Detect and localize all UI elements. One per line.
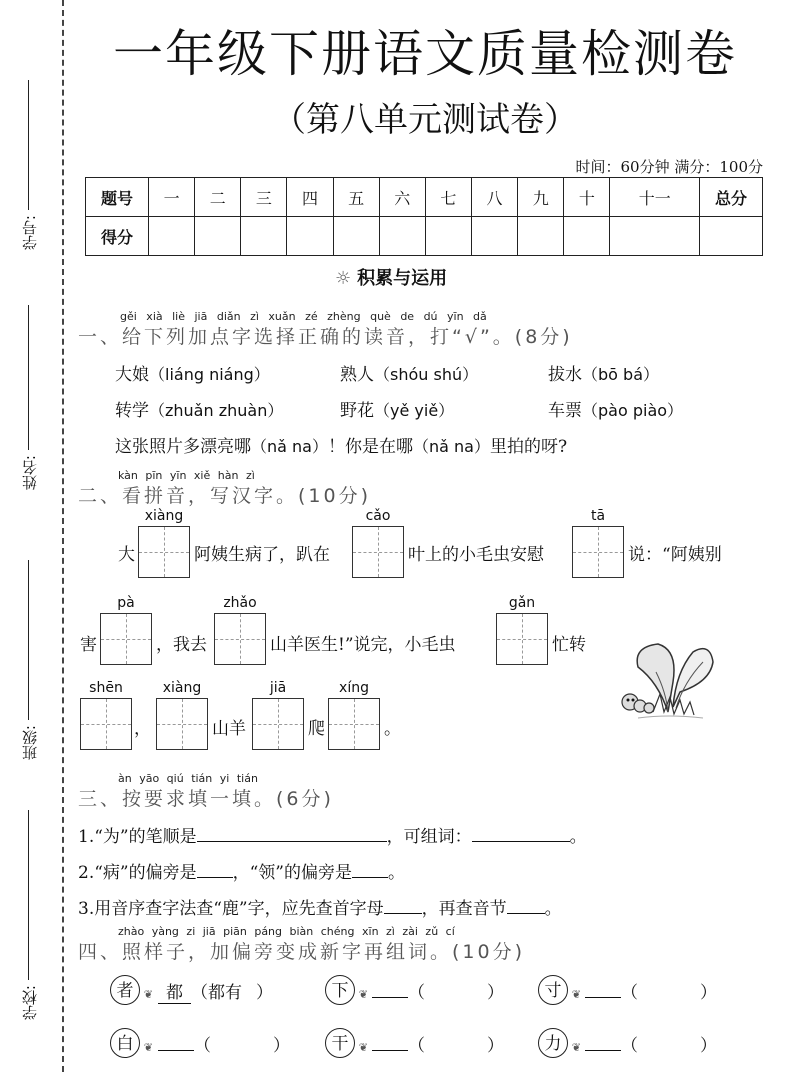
sentence-part: 里拍的呀? bbox=[489, 437, 568, 457]
section-banner bbox=[335, 264, 447, 290]
answer-blank[interactable] bbox=[372, 1034, 408, 1051]
score-input-cell[interactable] bbox=[287, 217, 333, 256]
q1-item bbox=[548, 360, 659, 385]
radical-circle-char bbox=[325, 975, 368, 1005]
q2-text: 忙转 bbox=[552, 635, 586, 655]
q3-text: ，可组词： bbox=[386, 827, 472, 847]
class-line[interactable] bbox=[28, 560, 29, 720]
q3-line-2 bbox=[78, 858, 405, 883]
q1-word: 大娘 bbox=[115, 365, 149, 385]
q1-item bbox=[548, 396, 683, 421]
score-input-cell[interactable] bbox=[518, 217, 564, 256]
table-cell: 九 bbox=[518, 178, 564, 217]
base-char: 力 bbox=[544, 1034, 562, 1054]
score-input-cell[interactable] bbox=[379, 217, 425, 256]
q1-options[interactable]: （liáng niáng） bbox=[149, 365, 270, 384]
writing-grid-box[interactable] bbox=[496, 613, 548, 665]
answer-slot bbox=[372, 978, 504, 1003]
q2-text: 。 bbox=[384, 719, 401, 739]
box-pinyin: tā bbox=[590, 508, 606, 524]
paren-open: （ bbox=[194, 1036, 211, 1056]
box-pinyin: cǎo bbox=[365, 508, 391, 524]
table-cell: 六 bbox=[379, 178, 425, 217]
page-subtitle: （第八单元测试卷） bbox=[272, 100, 578, 140]
box-pinyin: zhǎo bbox=[223, 595, 257, 611]
q1-sentence bbox=[115, 432, 567, 457]
writing-grid-box[interactable] bbox=[252, 698, 304, 750]
flourish-icon: ❦ bbox=[358, 988, 368, 1001]
q1-options[interactable]: （nǎ na） bbox=[412, 437, 490, 456]
q2-pinyin: kàn pīn yīn xiě hàn zì bbox=[118, 469, 255, 482]
q1-options[interactable]: （yě yiě） bbox=[374, 401, 455, 420]
q1-item bbox=[115, 360, 270, 385]
box-pinyin: gǎn bbox=[508, 595, 536, 611]
q3-heading: 三、按要求填一填。(6分) bbox=[78, 788, 334, 810]
answer-blank[interactable] bbox=[372, 981, 408, 998]
table-cell: 三 bbox=[241, 178, 287, 217]
q2-text: ， bbox=[134, 719, 151, 739]
q2-text: 害 bbox=[80, 635, 97, 655]
q3-text: ，“领”的偏旁是 bbox=[232, 863, 352, 883]
writing-grid-box[interactable] bbox=[572, 526, 624, 578]
table-cell: 八 bbox=[471, 178, 517, 217]
table-cell: 十一 bbox=[610, 178, 700, 217]
q1-item bbox=[340, 360, 478, 385]
sentence-part: 这张照片多漂亮哪 bbox=[115, 437, 251, 457]
box-pinyin: pà bbox=[117, 595, 135, 611]
writing-grid-box[interactable] bbox=[352, 526, 404, 578]
q3-text: 1.“为”的笔顺是 bbox=[78, 827, 197, 847]
name-field[interactable] bbox=[18, 305, 42, 515]
table-cell: 五 bbox=[333, 178, 379, 217]
q1-options[interactable]: （pào piào） bbox=[582, 401, 684, 420]
paren-open: （ bbox=[408, 983, 425, 1003]
q3-text: 2.“病”的偏旁是 bbox=[78, 863, 197, 883]
q2-text: 阿姨生病了，趴在 bbox=[194, 545, 330, 565]
score-input-cell[interactable] bbox=[241, 217, 287, 256]
caterpillar-leaf-illustration bbox=[618, 622, 718, 722]
q1-options[interactable]: （nǎ na） bbox=[251, 437, 328, 456]
q1-word: 拔水 bbox=[548, 365, 582, 385]
table-cell: 得分 bbox=[86, 217, 149, 256]
paren-open: （ bbox=[408, 1036, 425, 1056]
student-id-line[interactable] bbox=[28, 80, 29, 210]
q2-text: 说：“阿姨别 bbox=[628, 545, 722, 565]
q1-word: 熟人 bbox=[340, 365, 374, 385]
paren-open: （ bbox=[621, 983, 638, 1003]
binding-dashed-line bbox=[62, 0, 64, 1072]
q1-item bbox=[340, 396, 454, 421]
base-char: 寸 bbox=[544, 981, 562, 1001]
table-cell: 四 bbox=[287, 178, 333, 217]
student-id-field[interactable] bbox=[18, 80, 42, 270]
answer-slot bbox=[372, 1031, 504, 1056]
example-word: （都有 bbox=[191, 983, 242, 1003]
base-char: 下 bbox=[331, 981, 349, 1001]
q3-text: 。 bbox=[388, 863, 405, 883]
answer-blank[interactable] bbox=[384, 897, 422, 914]
q3-line-3 bbox=[78, 894, 562, 919]
base-char: 者 bbox=[116, 981, 134, 1001]
writing-grid-box[interactable] bbox=[100, 613, 152, 665]
table-cell: 十 bbox=[564, 178, 610, 217]
paren-close: ） bbox=[487, 983, 504, 1003]
q2-text: 叶上的小毛虫安慰 bbox=[408, 545, 544, 565]
score-input-cell[interactable] bbox=[195, 217, 241, 256]
q2-heading: 二、看拼音，写汉字。(10分) bbox=[78, 485, 372, 507]
paren-close: ） bbox=[487, 1036, 504, 1056]
q2-text: 山羊医生!”说完，小毛虫 bbox=[270, 635, 456, 655]
base-char: 白 bbox=[116, 1034, 134, 1054]
school-field[interactable] bbox=[18, 810, 42, 1040]
q2-text: 山羊 bbox=[212, 719, 246, 739]
writing-grid-box[interactable] bbox=[214, 613, 266, 665]
q3-pinyin: àn yāo qiú tián yi tián bbox=[118, 772, 258, 785]
flourish-icon: ❦ bbox=[571, 1041, 581, 1054]
q1-heading: 一、给下列加点字选择正确的读音，打“√”。(8分) bbox=[78, 326, 573, 348]
name-line[interactable] bbox=[28, 305, 29, 450]
sentence-part: ！你是在哪 bbox=[327, 437, 413, 457]
sun-icon: ☼ bbox=[335, 268, 352, 289]
answer-blank[interactable] bbox=[158, 1034, 194, 1051]
answer-slot bbox=[585, 1031, 717, 1056]
q3-text: 。 bbox=[569, 827, 587, 847]
school-label: 学校: bbox=[21, 985, 39, 1021]
paren-close: ） bbox=[700, 983, 717, 1003]
flourish-icon: ❦ bbox=[571, 988, 581, 1001]
answer-blank[interactable] bbox=[507, 897, 545, 914]
radical-circle-char bbox=[538, 1028, 581, 1058]
score-input-cell[interactable] bbox=[333, 217, 379, 256]
table-cell: 总分 bbox=[700, 178, 763, 217]
q1-options[interactable]: （bō bá） bbox=[582, 365, 659, 384]
paren-close: ） bbox=[273, 1036, 290, 1056]
q2-text: 大 bbox=[118, 545, 135, 565]
base-char: 干 bbox=[331, 1034, 349, 1054]
writing-grid-box[interactable] bbox=[156, 698, 208, 750]
score-input-cell[interactable] bbox=[564, 217, 610, 256]
page-title: 一年级下册语文质量检测卷 bbox=[113, 25, 737, 83]
paren-close: ） bbox=[700, 1036, 717, 1056]
example-new-char: 都 bbox=[158, 983, 191, 1004]
answer-blank[interactable] bbox=[197, 825, 387, 842]
q2-text: ，我去 bbox=[156, 635, 207, 655]
student-id-label: 学号: bbox=[21, 215, 39, 251]
q1-word: 车票 bbox=[548, 401, 582, 421]
q1-item bbox=[115, 396, 283, 421]
example-close: ） bbox=[256, 983, 273, 1003]
class-field[interactable] bbox=[18, 560, 42, 780]
q4-pinyin: zhào yàng zi jiā piān páng biàn chéng xīn zì zài zǔ cí bbox=[118, 925, 455, 938]
table-cell: 一 bbox=[149, 178, 195, 217]
flourish-icon: ❦ bbox=[358, 1041, 368, 1054]
writing-grid-box[interactable] bbox=[328, 698, 380, 750]
paren-open: （ bbox=[621, 1036, 638, 1056]
example-answer bbox=[158, 978, 273, 1003]
flourish-icon: ❦ bbox=[143, 1041, 153, 1054]
score-input-cell[interactable] bbox=[149, 217, 195, 256]
score-input-cell[interactable] bbox=[700, 217, 763, 256]
writing-grid-box[interactable] bbox=[80, 698, 132, 750]
flourish-icon: ❦ bbox=[143, 988, 153, 1001]
score-table-score-row bbox=[86, 217, 763, 256]
q1-options[interactable]: （zhuǎn zhuàn） bbox=[149, 401, 284, 420]
section-title: 积累与运用 bbox=[357, 268, 448, 289]
q2-text: 爬 bbox=[308, 719, 325, 739]
name-label: 姓名: bbox=[21, 455, 39, 491]
q3-text: ，再查音节 bbox=[421, 899, 507, 919]
radical-circle-char bbox=[110, 975, 153, 1005]
q1-options[interactable]: （shóu shú） bbox=[374, 365, 479, 384]
writing-grid-box[interactable] bbox=[138, 526, 190, 578]
score-input-cell[interactable] bbox=[610, 217, 700, 256]
q3-line-1 bbox=[78, 822, 587, 847]
q1-word: 野花 bbox=[340, 401, 374, 421]
radical-circle-char bbox=[325, 1028, 368, 1058]
answer-blank[interactable] bbox=[585, 981, 621, 998]
exam-meta: 时间：60分钟 满分：100分 bbox=[575, 158, 763, 176]
q1-pinyin: gěi xià liè jiā diǎn zì xuǎn zé zhèng què de dú yīn dǎ bbox=[120, 310, 487, 323]
box-pinyin: xíng bbox=[339, 680, 369, 696]
radical-circle-char bbox=[110, 1028, 153, 1058]
answer-blank[interactable] bbox=[585, 1034, 621, 1051]
box-pinyin: xiàng bbox=[162, 680, 202, 696]
school-line[interactable] bbox=[28, 810, 29, 980]
table-cell: 题号 bbox=[86, 178, 149, 217]
box-pinyin: xiàng bbox=[144, 508, 184, 524]
answer-blank[interactable] bbox=[472, 825, 570, 842]
class-label: 班级: bbox=[21, 725, 39, 761]
q3-text: 3.用音序查字法查“鹿”字，应先查首字母 bbox=[78, 899, 384, 919]
score-input-cell[interactable] bbox=[425, 217, 471, 256]
answer-slot bbox=[585, 978, 717, 1003]
table-cell: 七 bbox=[425, 178, 471, 217]
box-pinyin: jiā bbox=[269, 680, 287, 696]
box-pinyin: shēn bbox=[89, 680, 123, 696]
score-table-header-row bbox=[86, 178, 763, 217]
q1-word: 转学 bbox=[115, 401, 149, 421]
radical-circle-char bbox=[538, 975, 581, 1005]
score-table bbox=[85, 177, 763, 256]
answer-slot bbox=[158, 1031, 290, 1056]
answer-blank[interactable] bbox=[197, 861, 233, 878]
q3-text: 。 bbox=[544, 899, 562, 919]
score-input-cell[interactable] bbox=[471, 217, 517, 256]
table-cell: 二 bbox=[195, 178, 241, 217]
q4-heading: 四、照样子，加偏旁变成新字再组词。(10分) bbox=[78, 941, 526, 963]
answer-blank[interactable] bbox=[352, 861, 388, 878]
